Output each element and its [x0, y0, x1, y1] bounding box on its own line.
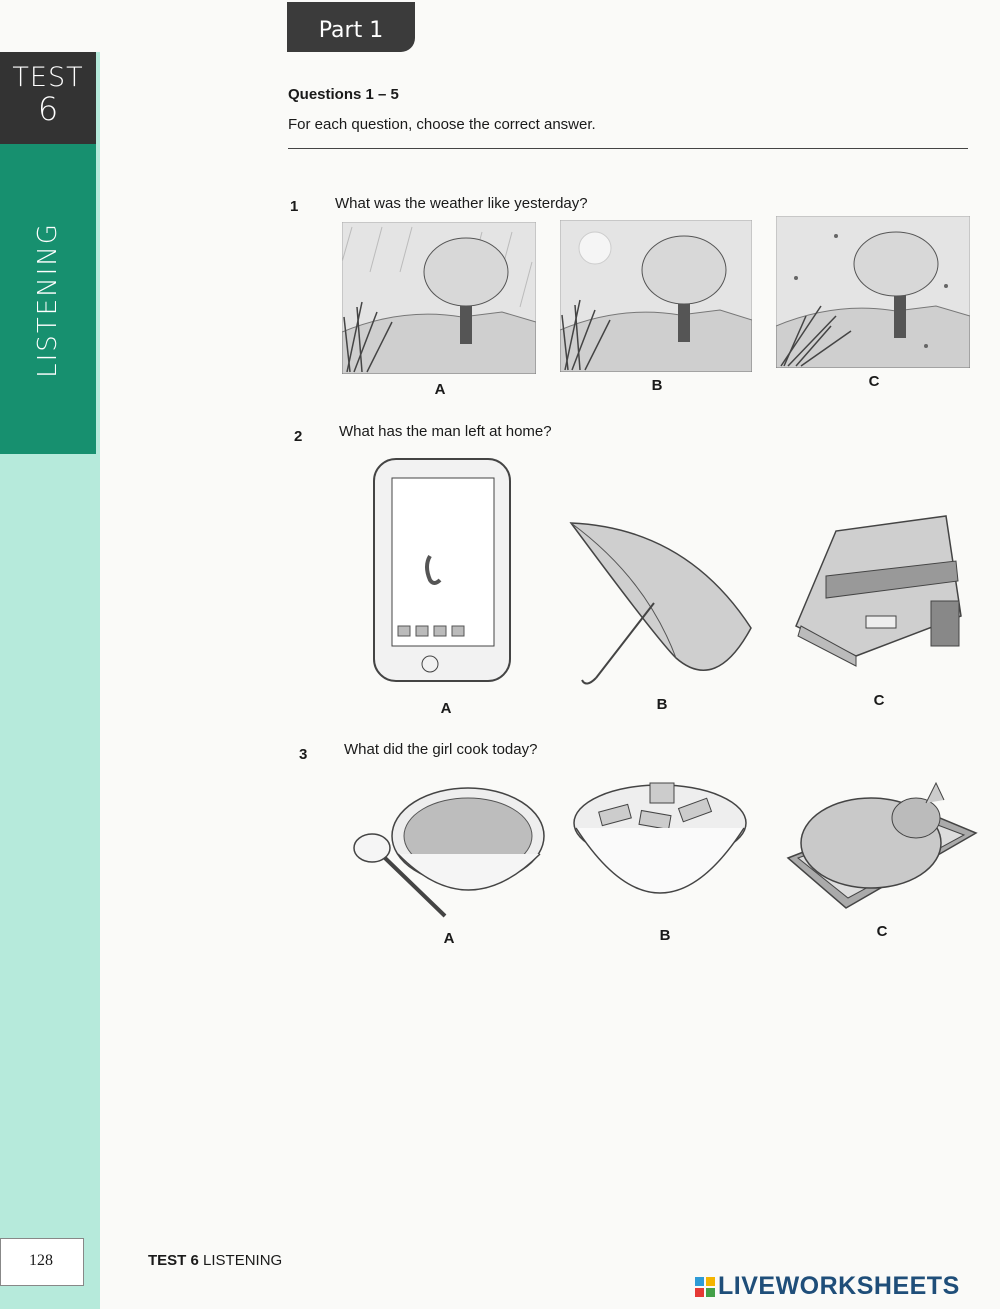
question-number: 2 [294, 428, 303, 445]
option-label: B [656, 696, 668, 713]
option-label: A [434, 381, 446, 398]
mobile-phone-image[interactable] [368, 456, 518, 686]
question-text: What was the weather like yesterday? [335, 195, 588, 212]
liveworksheets-logo-icon [695, 1277, 715, 1297]
option-label: A [443, 930, 455, 947]
instruction-text: For each question, choose the correct answer. [288, 116, 596, 133]
questions-title: Questions 1 – 5 [288, 86, 399, 103]
sunny-scene-image[interactable] [560, 220, 752, 372]
question-text: What has the man left at home? [339, 423, 552, 440]
part-banner: Part 1 [287, 2, 415, 52]
option-label: A [440, 700, 452, 717]
footer-title-bold: TEST 6 [148, 1252, 199, 1269]
wallet-image[interactable] [786, 506, 976, 674]
question-number: 3 [299, 746, 308, 763]
page-number: 128 [29, 1252, 53, 1269]
footer-title [148, 1252, 282, 1269]
pasta-bowl-image[interactable] [570, 778, 750, 918]
roast-chicken-image[interactable] [786, 778, 978, 918]
option-label: C [868, 373, 880, 390]
option-label: B [659, 927, 671, 944]
option-label: B [651, 377, 663, 394]
test-number: 6 [37, 90, 59, 128]
rainy-scene-image[interactable] [342, 222, 536, 374]
test-tab [0, 52, 96, 144]
test-label: TEST [12, 62, 84, 93]
question-number: 1 [290, 198, 299, 215]
listening-tab-label: LISTENING [33, 222, 63, 378]
question-text: What did the girl cook today? [344, 741, 538, 758]
liveworksheets-brand[interactable]: LIVEWORKSHEETS [718, 1272, 960, 1300]
listening-tab-label-wrap [0, 150, 96, 450]
soup-bowl-image[interactable] [350, 776, 550, 924]
windy-scene-image[interactable] [776, 216, 970, 368]
option-label: C [873, 692, 885, 709]
umbrella-image[interactable] [566, 518, 756, 690]
divider [288, 148, 968, 149]
option-label: C [876, 923, 888, 940]
footer-title-rest: LISTENING [198, 1252, 283, 1269]
